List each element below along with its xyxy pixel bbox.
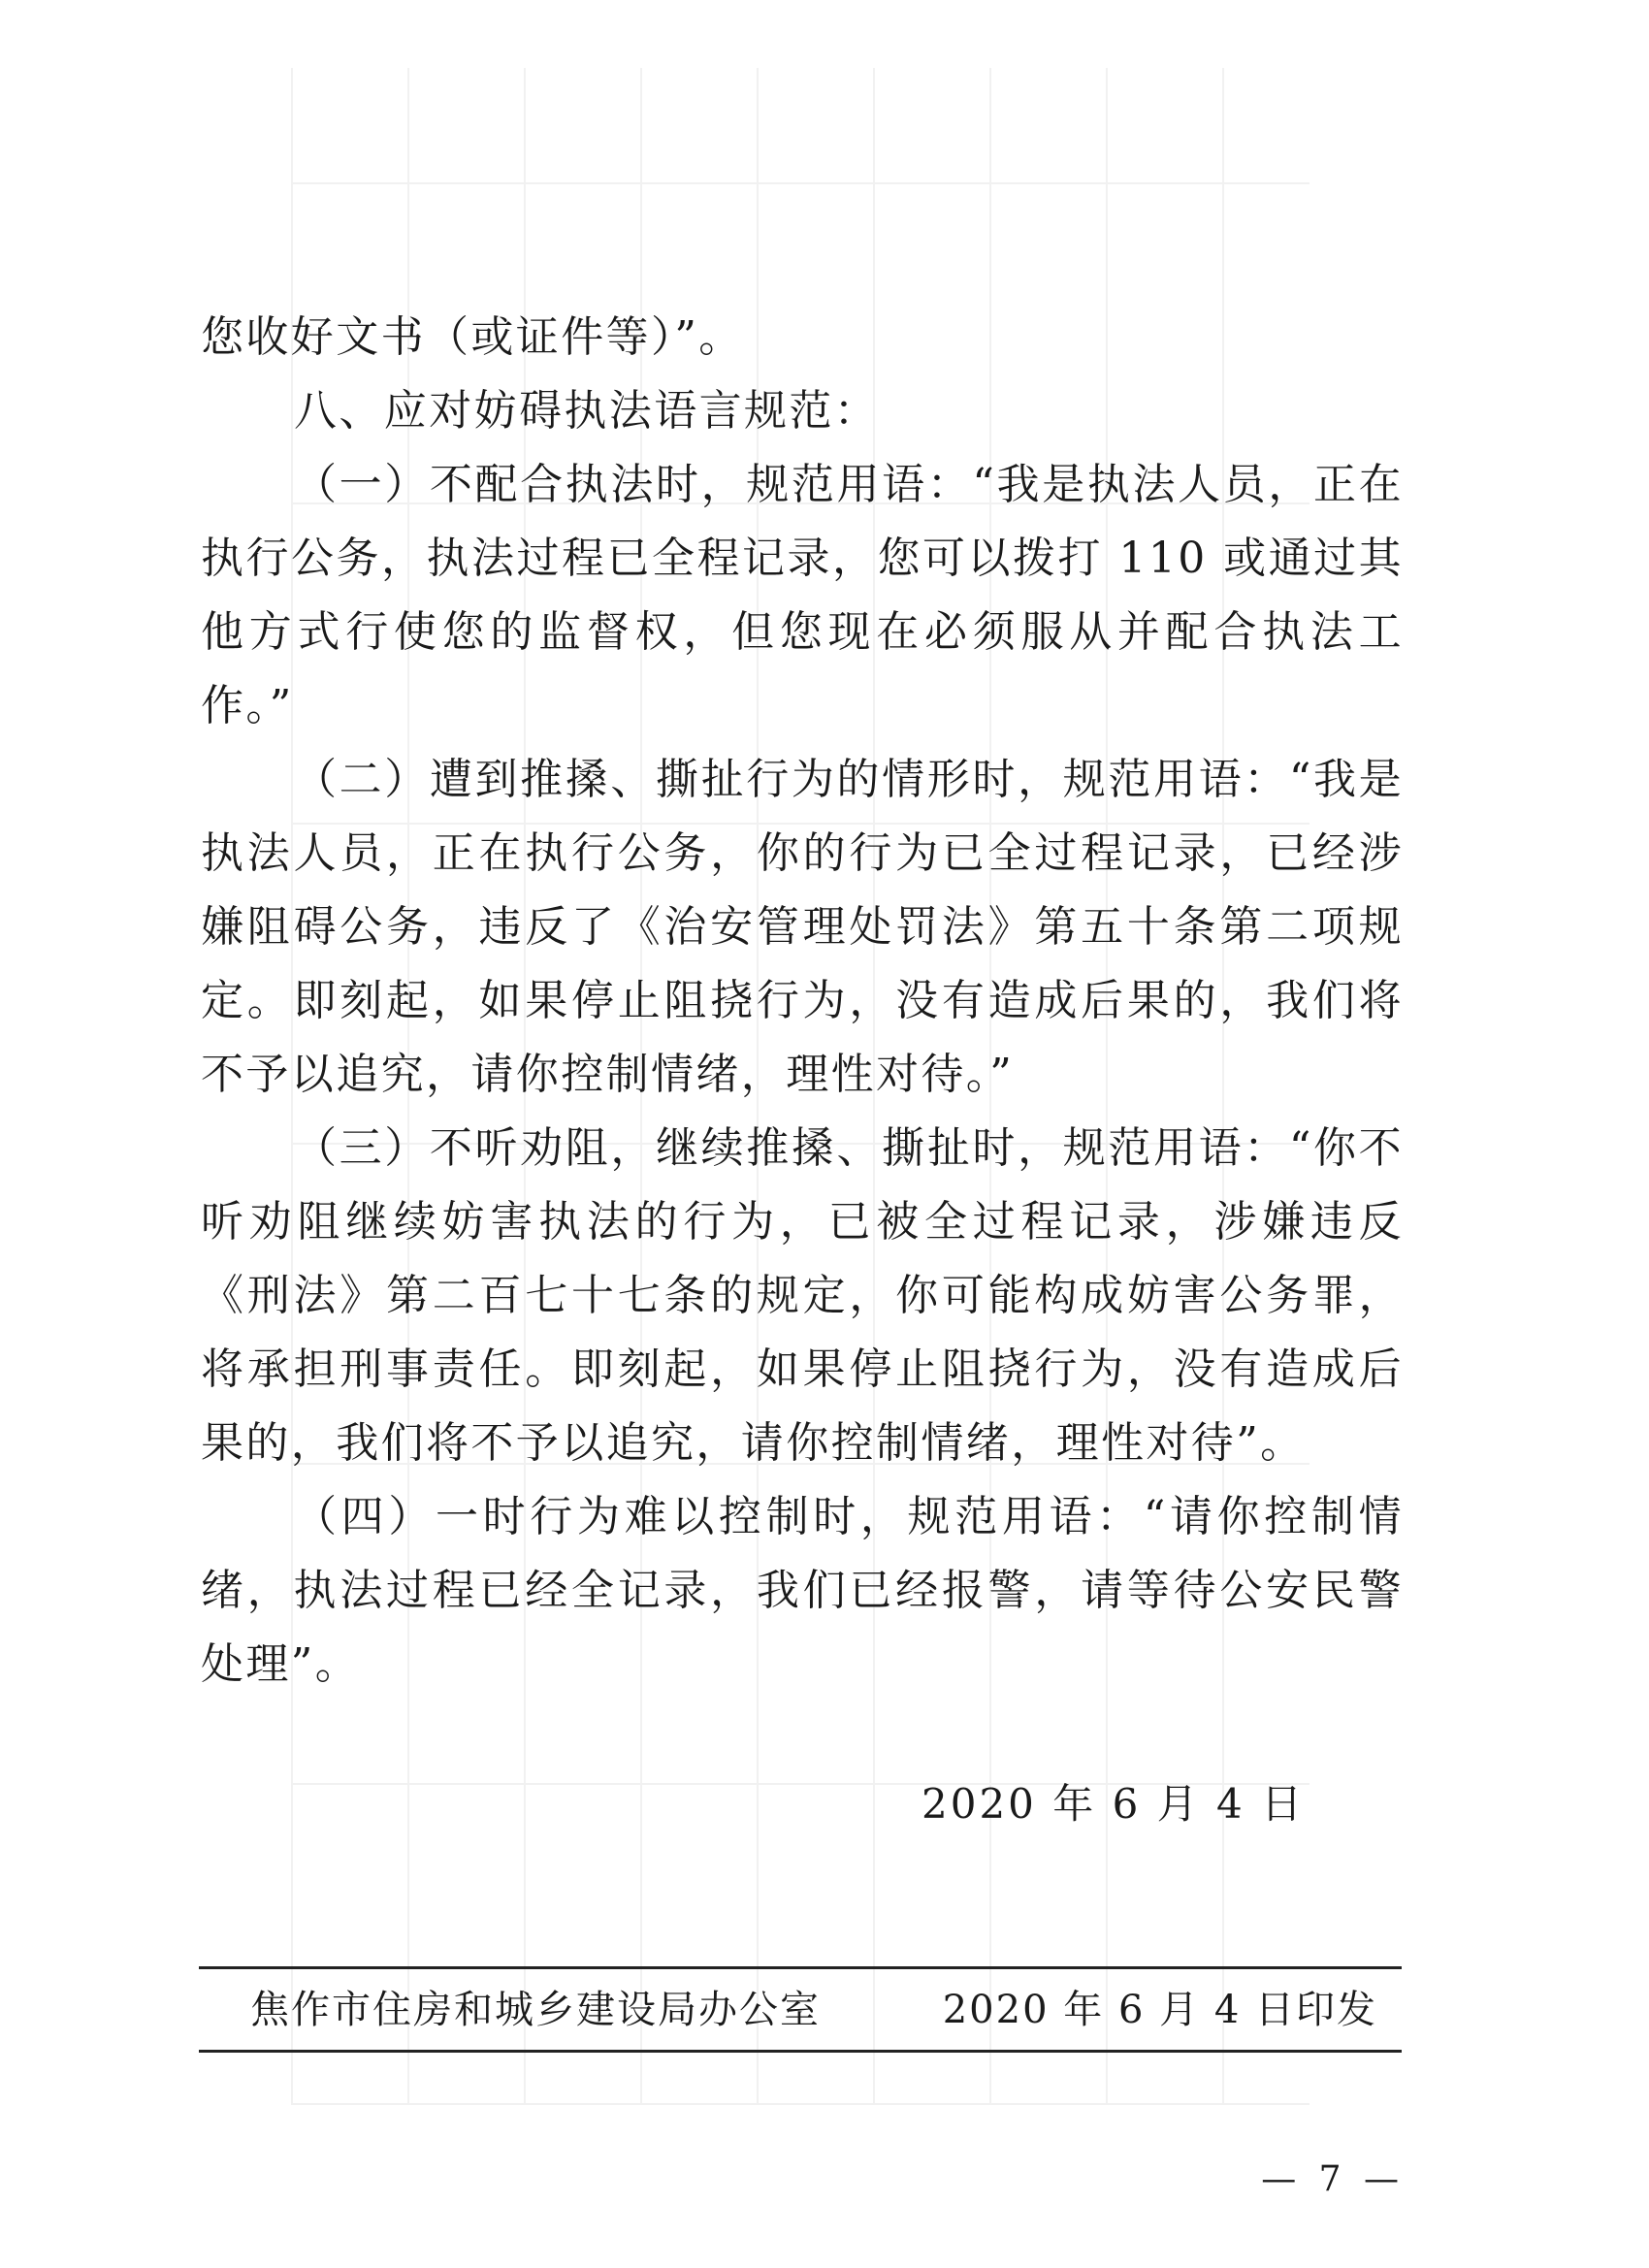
paragraph-item-four: （四）一时行为难以控制时，规范用语：“请你控制情绪，执法过程已经全记录，我们已经报警，请等待公安民警处理”。 [201,1492,1404,1689]
paragraph-item-two: （二）遭到推搡、撕扯行为的情形时，规范用语：“我是执法人员，正在执行公务，你的行为已全过程记录，已经涉嫌阻碍公务，违反了《治安管理处罚法》第五十条第二项规定。即刻起，如果停止阻挠行为，没有造成后果的，我们将不予以追究，请你控制情绪，理性对待。” [201,755,1404,1099]
footer-top-rule [199,1966,1402,1969]
document-body [201,301,1404,1701]
signature-date: 2020 年 6 月 4 日 [922,1780,1306,1828]
paragraph-item-one: （一）不配合执法时，规范用语：“我是执法人员，正在执行公务，执法过程已全程记录，您可以拨打 110 或通过其他方式行使您的监督权，但您现在必须服从并配合执法工作。” [201,460,1404,730]
footer-issue-date: 2020 年 6 月 4 日印发 [942,1988,1377,2032]
footer-issuer: 焦作市住房和城乡建设局办公室 [250,1988,821,2032]
page-number: — 7 — [1261,2159,1405,2199]
paragraph-item-three: （三）不听劝阻，继续推搡、撕扯时，规范用语：“你不听劝阻继续妨害执法的行为，已被全过程记录，涉嫌违反《刑法》第二百七十七条的规定，你可能构成妨害公务罪，将承担刑事责任。即刻起，如果停止阻挠行为，没有造成后果的，我们将不予以追究，请你控制情绪，理性对待”。 [201,1123,1404,1468]
paragraph-continuation: 您收好文书（或证件等）”。 [201,312,744,362]
section-heading-eight: 八、应对妨碍执法语言规范： [294,386,880,436]
footer-bottom-rule [199,2050,1402,2053]
